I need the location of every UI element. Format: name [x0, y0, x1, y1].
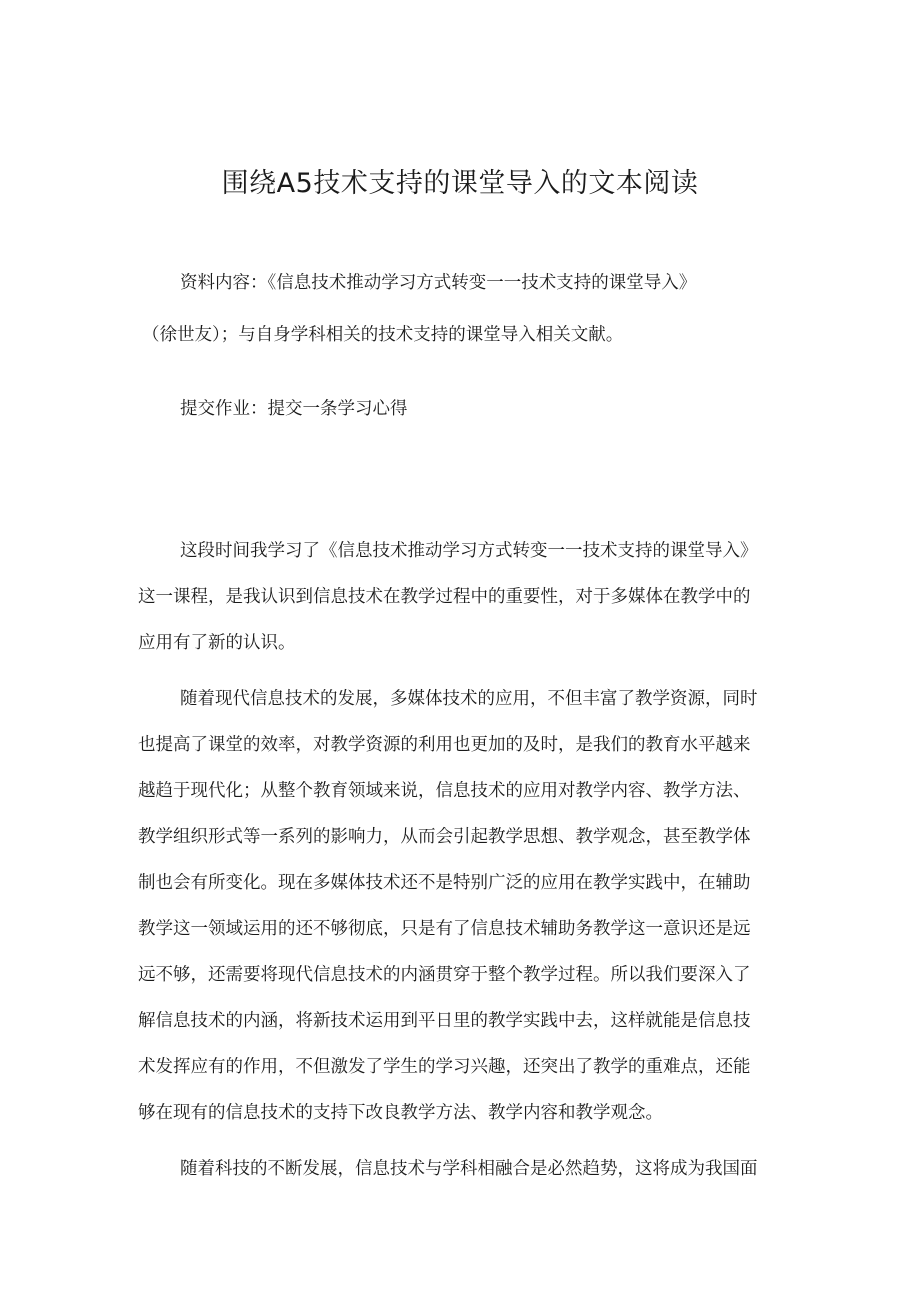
body-line: 随着科技的不断发展，信息技术与学科相融合是必然趋势，这将成为我国面	[180, 1159, 758, 1179]
body-line: 应用有了新的认识。	[138, 633, 296, 653]
body-line: 越趋于现代化；从整个教育领域来说，信息技术的应用对教学内容、教学方法、	[138, 781, 751, 801]
body-line: 制也会有所变化。现在多媒体技术还不是特别广泛的应用在教学实践中，在辅助	[138, 873, 751, 893]
body-line: 这段时间我学习了《信息技术推动学习方式转变一一技术支持的课堂导入》	[180, 541, 758, 561]
body-line: 教学组织形式等一系列的影响力，从而会引起教学思想、教学观念，甚至教学体	[138, 827, 751, 847]
body-line: 随着现代信息技术的发展，多媒体技术的应用，不但丰富了教学资源，同时	[180, 689, 758, 709]
materials-line-2: （徐世友）；与自身学科相关的技术支持的课堂导入相关文献。	[142, 325, 624, 345]
document-title: 围绕A5技术支持的课堂导入的文本阅读	[221, 168, 699, 199]
body-line: 术发挥应有的作用，不但激发了学生的学习兴趣，还突出了教学的重难点，还能	[138, 1057, 751, 1077]
assignment-line: 提交作业：提交一条学习心得	[180, 399, 408, 419]
body-line: 远不够，还需要将现代信息技术的内涵贯穿于整个教学过程。所以我们要深入了	[138, 965, 751, 985]
body-line: 这一课程，是我认识到信息技术在教学过程中的重要性，对于多媒体在教学中的	[138, 587, 751, 607]
body-line: 解信息技术的内涵，将新技术运用到平日里的教学实践中去，这样就能是信息技	[138, 1011, 751, 1031]
body-line: 教学这一领域运用的还不够彻底，只是有了信息技术辅助务教学这一意识还是远	[138, 919, 751, 939]
materials-line-1: 资料内容：《信息技术推动学习方式转变一一技术支持的课堂导入》	[180, 273, 697, 293]
body-line: 也提高了课堂的效率，对教学资源的利用也更加的及时，是我们的教育水平越来	[138, 735, 751, 755]
body-line: 够在现有的信息技术的支持下改良教学方法、教学内容和教学观念。	[138, 1103, 663, 1123]
